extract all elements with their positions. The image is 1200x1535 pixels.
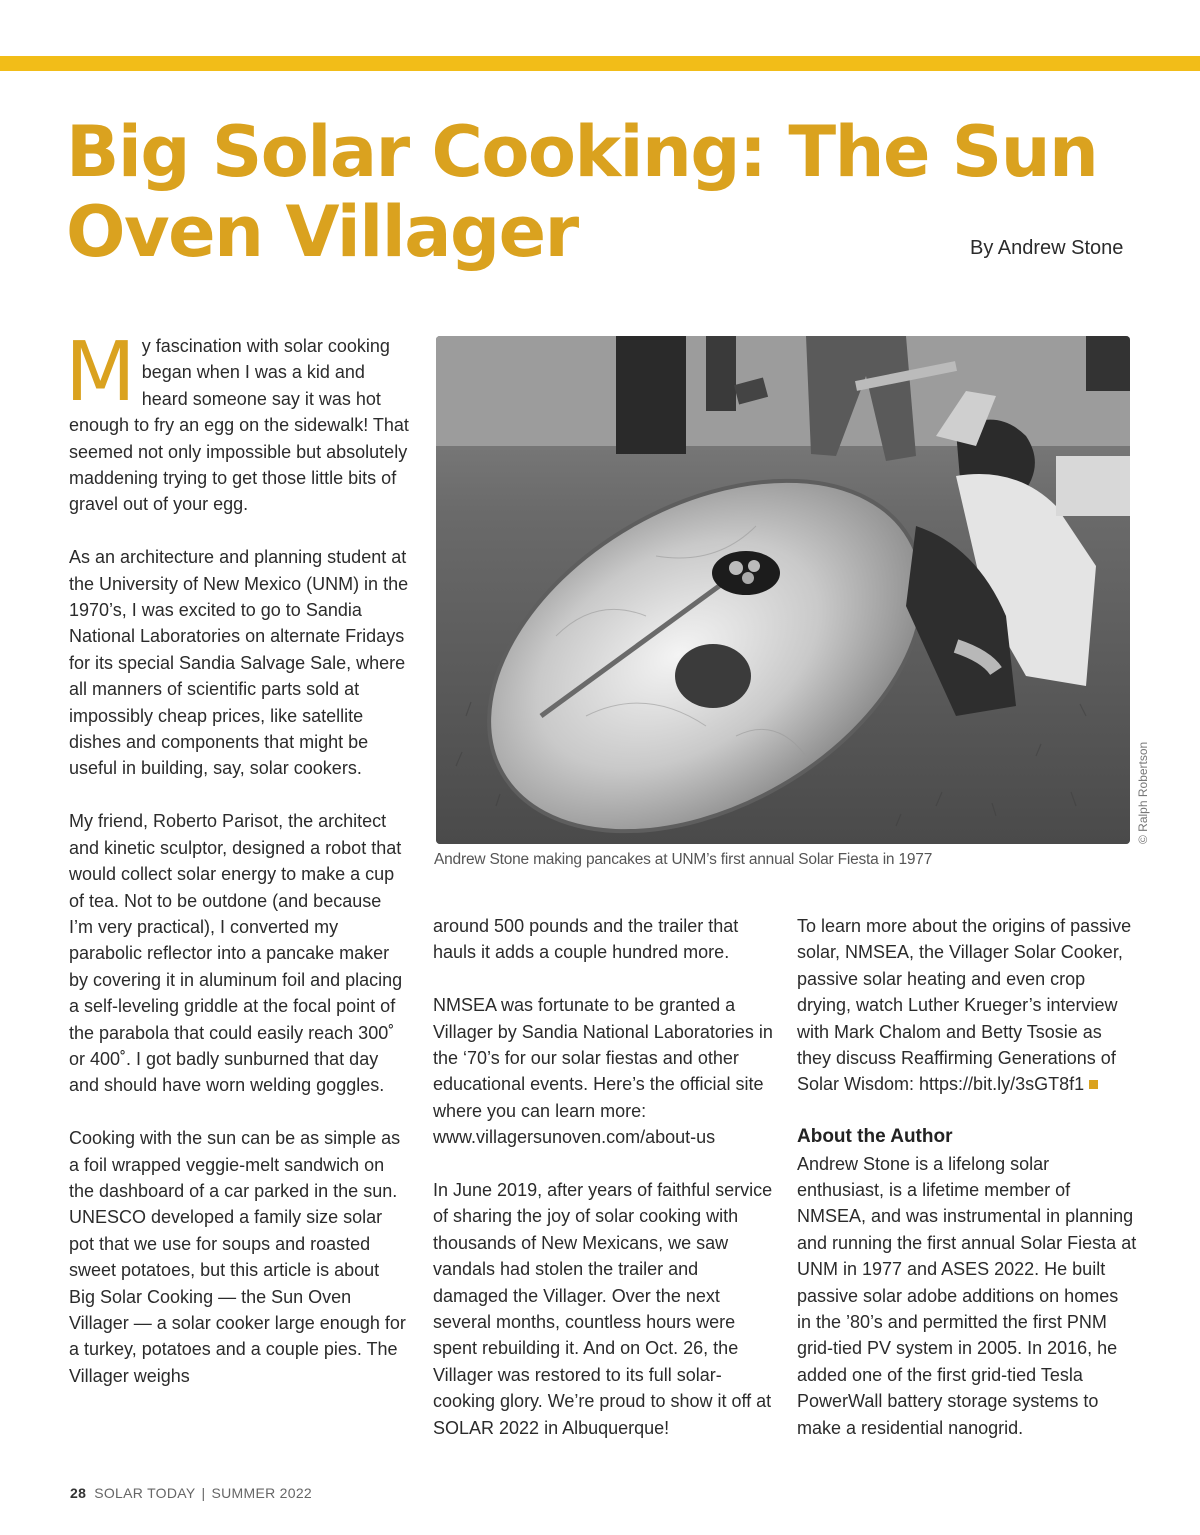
column-3 xyxy=(797,913,1137,1441)
paragraph-text: To learn more about the origins of passive solar, NMSEA, the Villager Solar Cooker, passive solar heating and even crop drying, watch Luther Krueger’s interview with Mark Chalom and Betty Tsosie as they discuss Reaffirming Generations of Solar Wisdom: https://bit.ly/3sGT8f1 xyxy=(797,916,1132,1095)
issue-name: SUMMER 2022 xyxy=(211,1485,313,1501)
paragraph xyxy=(65,325,409,518)
top-accent-bar xyxy=(0,56,1200,71)
page-number: 28 xyxy=(70,1485,87,1501)
solar-cooker-photo xyxy=(436,336,1130,844)
paragraph-text: y fascination with solar cooking began when I was a kid and heard someone say it was hot enough to fry an egg on the sidewalk! That seemed not only impossible but absolutely maddening trying to get those little bits of gravel out of your egg. xyxy=(69,336,409,515)
drop-cap: M xyxy=(65,325,136,420)
footer-separator: | xyxy=(201,1485,206,1501)
about-author-text: Andrew Stone is a lifelong solar enthusiast, is a lifetime member of NMSEA, and was instrumental in planning and running the first annual Solar Fiesta at UNM in 1977 and ASES 2022. He built passive solar adobe additions on homes in the ’80’s and permitted the first PNM grid-tied PV system in 2005. In 2016, he added one of the first grid-tied Tesla PowerWall battery storage systems to make a residential nanogrid. xyxy=(797,1153,1137,1438)
paragraph: around 500 pounds and the trailer that hauls it adds a couple hundred more. xyxy=(433,916,739,963)
paragraph: Cooking with the sun can be as simple as a foil wrapped veggie-melt sandwich on the dashboard of a car parked in the sun. UNESCO developed a family size solar pot that we use for soups and roasted sweet potatoes, but this article is about Big Solar Cooking — the Sun Oven Villager — a solar cooker large enough for a turkey, potatoes and a couple pies. The Villager weighs xyxy=(69,1128,406,1386)
paragraph: In June 2019, after years of faithful service of sharing the joy of solar cooking with thousands of New Mexicans, we saw vandals had stolen the trailer and damaged the Villager. Over the next several months, countless hours were spent rebuilding it. And on Oct. 26, the Villager was restored to its full solar-cooking glory. We’re proud to show it off at SOLAR 2022 in Albuquerque! xyxy=(433,1180,773,1438)
column-2 xyxy=(433,913,773,1441)
photo-credit: © Ralph Robertson xyxy=(1136,741,1150,844)
paragraph: As an architecture and planning student at the University of New Mexico (UNM) in the 1970’s, I was excited to go to Sandia National Laboratories on alternate Fridays for its special Sandia Salvage Sale, where all manners of scientific parts sold at impossibly cheap prices, like satellite dishes and components that might be useful in building, say, solar cookers. xyxy=(69,547,409,779)
article-photo xyxy=(436,336,1130,844)
paragraph xyxy=(797,913,1137,1098)
article-title: Big Solar Cooking: The Sun Oven Villager xyxy=(66,111,1098,273)
page-footer xyxy=(70,1485,312,1501)
about-author-heading: About the Author xyxy=(797,1126,953,1148)
paragraph: NMSEA was fortunate to be granted a Villager by Sandia National Laboratories in the ‘70’s for our solar fiestas and other educational events. Here’s the official site where you can learn more: www.villagersunoven.com/about-us xyxy=(433,995,773,1148)
byline: By Andrew Stone xyxy=(970,237,1124,259)
paragraph: My friend, Roberto Parisot, the architect and kinetic sculptor, designed a robot that would collect solar energy to make a cup of tea. Not to be outdone (and because I’m very practical), I converted my parabolic reflector into a pancake maker by covering it in aluminum foil and placing a self-leveling griddle at the focal point of the parabola that could easily reach 300˚ or 400˚. I got badly sunburned that day and should have worn welding goggles. xyxy=(69,811,403,1096)
publication-name: SOLAR TODAY xyxy=(94,1485,196,1501)
end-mark-icon xyxy=(1089,1080,1098,1089)
column-1 xyxy=(65,325,409,1389)
photo-caption: Andrew Stone making pancakes at UNM’s first annual Solar Fiesta in 1977 xyxy=(434,851,933,868)
